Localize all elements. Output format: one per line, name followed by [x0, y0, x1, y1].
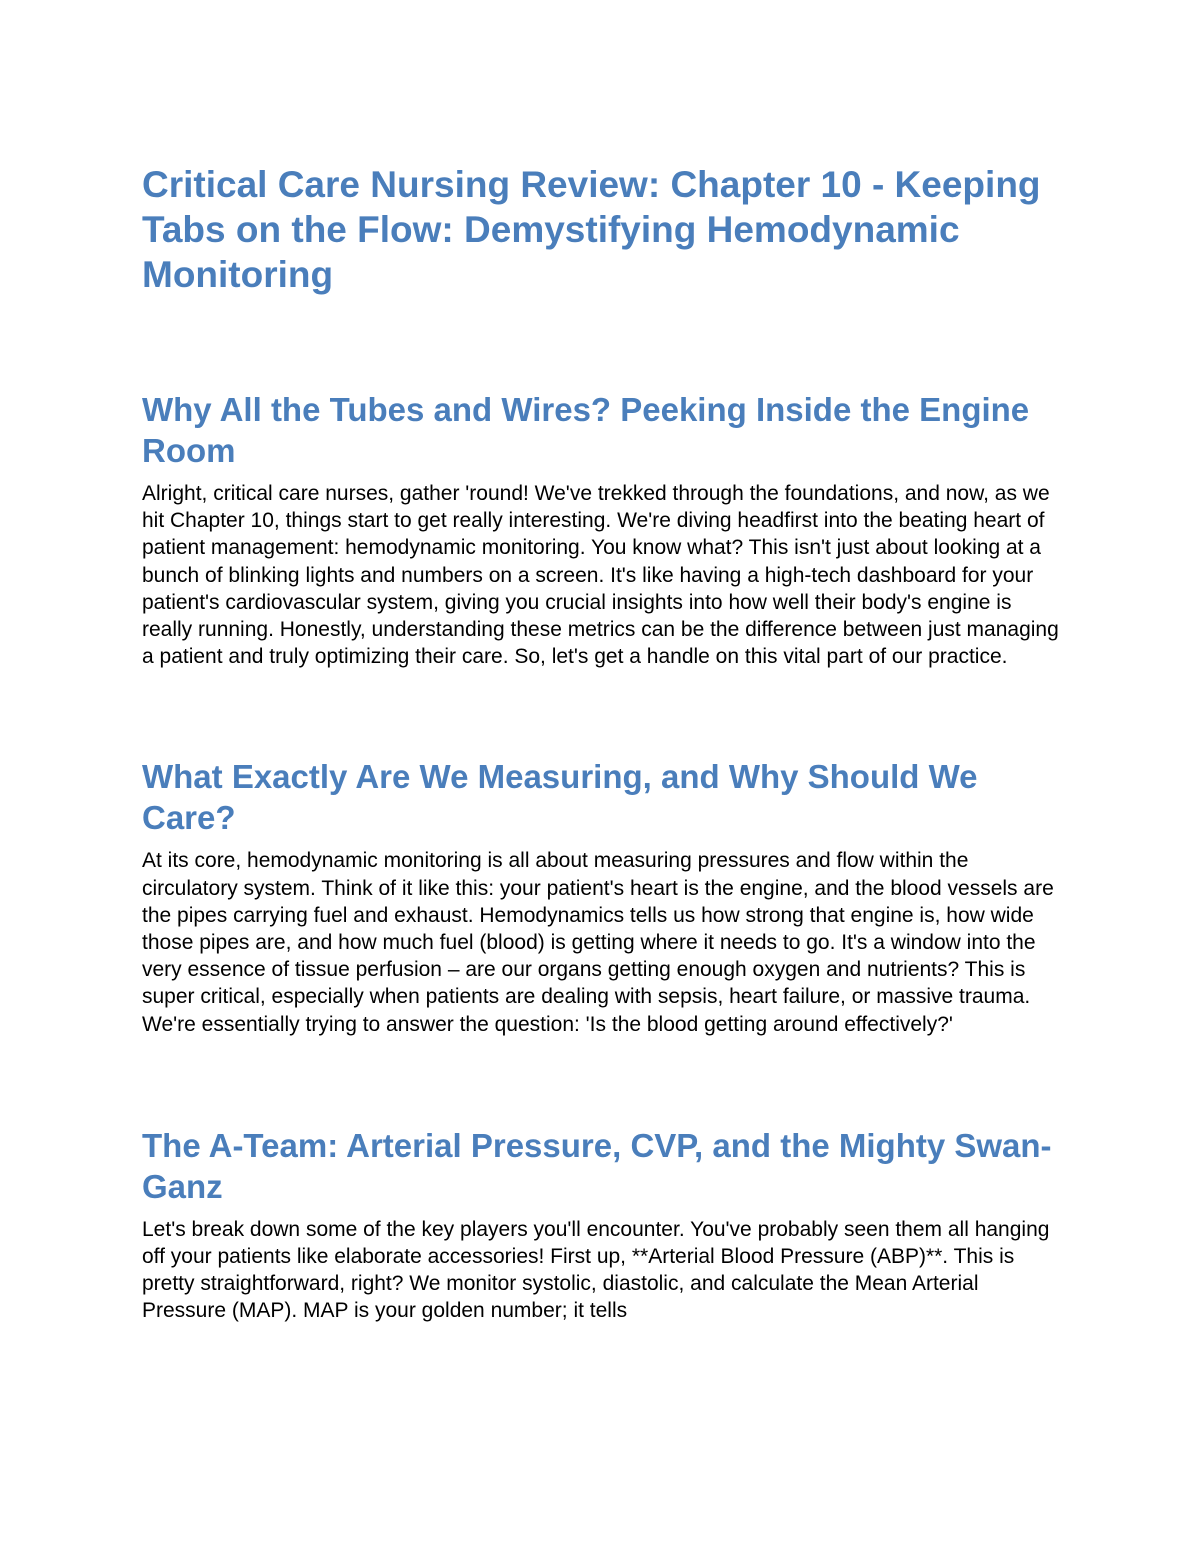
- section-paragraph-a-team: Let's break down some of the key players you'll encounter. You've probably seen them all hanging off your patients like elaborate accessories! First up, **Arterial Blood Pressure (ABP)**. This is pretty straightforward, right? We monitor systolic, diastolic, and calculate the Mean Arterial Pressure (MAP). MAP is your golden number; it tells: [142, 1217, 1050, 1323]
- document-content: [142, 162, 1062, 1325]
- section-heading-what-measuring: What Exactly Are We Measuring, and Why Should We Care?: [142, 758, 978, 837]
- section-paragraph-what-measuring: At its core, hemodynamic monitoring is all about measuring pressures and flow within the circulatory system. Think of it like this: your patient's heart is the engine, and the blood vessels are the pipes carrying fuel and exhaust. Hemodynamics tells us how strong that engine is, how wide those pipes are, and how much fuel (blood) is getting where it needs to go. It's a window into the very essence of tissue perfusion – are our organs getting enough oxygen and nutrients? This is super critical, especially when patients are dealing with sepsis, heart failure, or massive trauma. We're essentially trying to answer the question: 'Is the blood getting around effectively?': [142, 849, 1054, 1036]
- section-paragraph-engine-room: Alright, critical care nurses, gather 'round! We've trekked through the foundations, and now, as we hit Chapter 10, things start to get really interesting. We're diving headfirst into the beating heart of patient management: hemodynamic monitoring. You know what? This isn't just about looking at a bunch of blinking lights and numbers on a screen. It's like having a high-tech dashboard for your patient's cardiovascular system, giving you crucial insights into how well their body's engine is really running. Honestly, understanding these metrics can be the difference between just managing a patient and truly optimizing their care. So, let's get a handle on this vital part of our practice.: [142, 482, 1059, 669]
- section-heading-a-team: The A-Team: Arterial Pressure, CVP, and the Mighty Swan-Ganz: [142, 1126, 1052, 1205]
- document-title: Critical Care Nursing Review: Chapter 10 - Keeping Tabs on the Flow: Demystifying Hemodynamic Monitoring: [142, 164, 1041, 295]
- section-heading-engine-room: Why All the Tubes and Wires? Peeking Inside the Engine Room: [142, 391, 1030, 469]
